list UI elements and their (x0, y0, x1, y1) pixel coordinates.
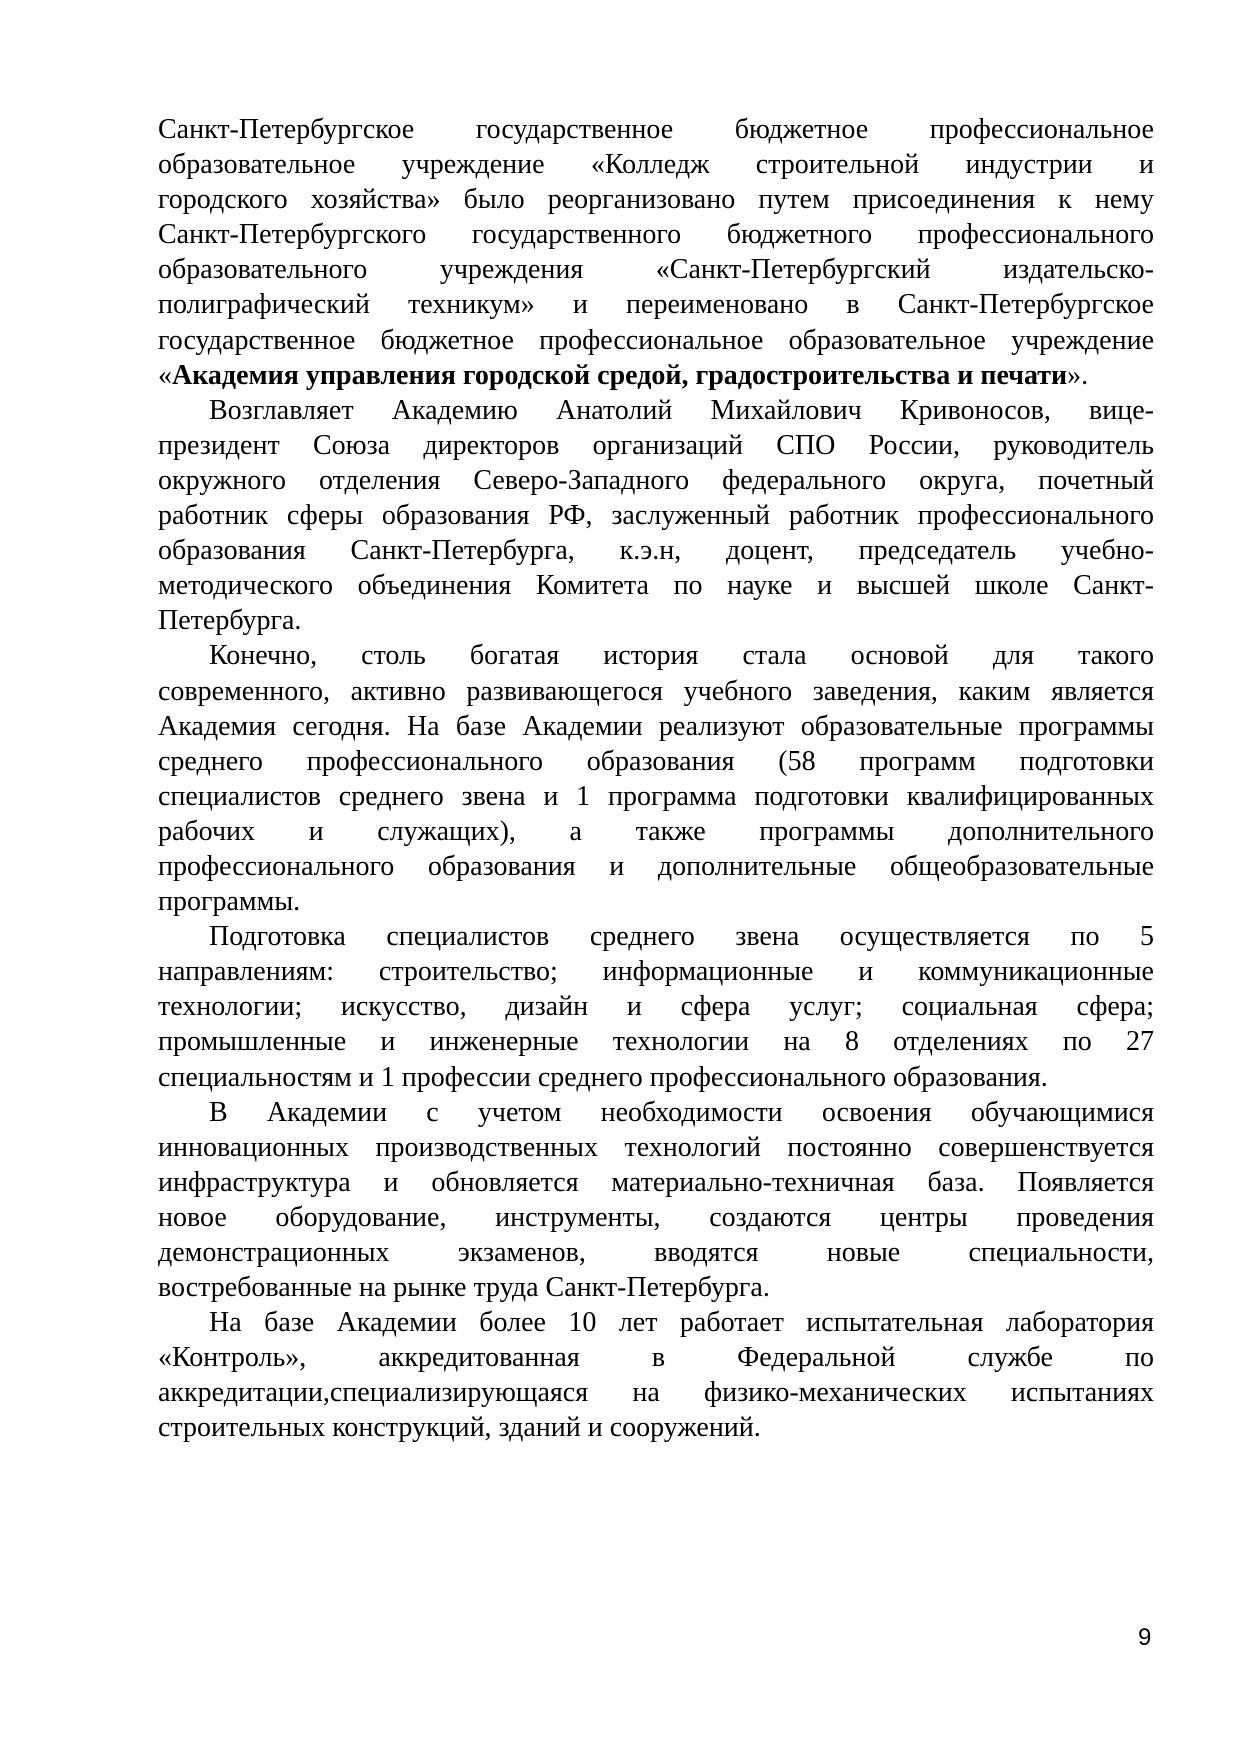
text-line (158, 1165, 1154, 1200)
text-run: востребованные на рынке труда Санкт-Петербурга. (158, 1272, 770, 1304)
text-line (158, 393, 1154, 428)
text-line (158, 603, 1154, 638)
text-run: окружного отделения Северо-Западного федерального округа, почетный (158, 464, 1154, 496)
text-run: инновационных производственных технологий постоянно совершенствуется (158, 1131, 1154, 1163)
text-run: образовательное учреждение «Колледж строительной индустрии и (158, 149, 1154, 181)
text-line (158, 358, 1154, 393)
text-run: методического объединения Комитета по науке и высшей школе Санкт- (158, 570, 1154, 602)
page-number: 9 (1138, 1624, 1152, 1651)
text-line (158, 147, 1154, 182)
text-line (158, 779, 1154, 814)
text-run: промышленные и инженерные технологии на 8 отделениях по 27 (158, 1026, 1154, 1058)
text-line (158, 709, 1154, 744)
text-line (158, 954, 1154, 989)
text-run: государственное бюджетное профессиональное образовательное учреждение (158, 324, 1154, 356)
text-run: В Академии с учетом необходимости освоения обучающимися (209, 1096, 1154, 1128)
text-run: современного, активно развивающегося учебного заведения, каким является (158, 675, 1154, 707)
text-run: работник сферы образования РФ, заслуженный работник профессионального (158, 500, 1154, 532)
text-run: полиграфический техникум» и переименовано в Санкт-Петербургское (158, 289, 1154, 321)
text-line (158, 1024, 1154, 1059)
text-run: образования Санкт-Петербурга, к.э.н, доцент, председатель учебно- (158, 535, 1154, 567)
text-run: направлениям: строительство; информационные и коммуникационные (158, 956, 1154, 988)
text-line (158, 744, 1154, 779)
text-run: Санкт-Петербургского государственного бюджетного профессионального (158, 219, 1154, 251)
text-line (158, 533, 1154, 568)
text-run: технологии; искусство, дизайн и сфера услуг; социальная сфера; (158, 991, 1154, 1023)
text-line (158, 1130, 1154, 1165)
text-line (158, 1200, 1154, 1235)
text-line (158, 884, 1154, 919)
text-run: ». (1067, 359, 1089, 391)
text-run: специалистов среднего звена и 1 программа подготовки квалифицированных (158, 780, 1154, 812)
text-line (158, 182, 1154, 217)
text-run: рабочих и служащих), а также программы дополнительного (158, 815, 1154, 847)
text-run: образовательного учреждения «Санкт-Петербургский издательско- (158, 254, 1154, 286)
text-run: Подготовка специалистов среднего звена осуществляется по 5 (209, 921, 1154, 953)
text-run: инфраструктура и обновляется материально-техничная база. Появляется (158, 1166, 1154, 1198)
text-line (158, 674, 1154, 709)
text-run: Конечно, столь богатая история стала основой для такого (209, 640, 1154, 672)
text-run: программы. (158, 886, 301, 918)
text-line (158, 1235, 1154, 1270)
text-line (158, 1340, 1154, 1375)
text-line (158, 1305, 1154, 1340)
text-line (158, 217, 1154, 252)
text-run: строительных конструкций, зданий и сооружений. (158, 1412, 761, 1444)
text-line (158, 919, 1154, 954)
text-run: президент Союза директоров организаций СПО России, руководитель (158, 429, 1154, 461)
text-line (158, 463, 1154, 498)
bold-text-run: Академия управления городской средой, градостроительства и печати (172, 359, 1068, 391)
text-run: Петербурга. (158, 605, 302, 637)
text-run: Академия сегодня. На базе Академии реализуют образовательные программы (158, 710, 1154, 742)
text-line (158, 1270, 1154, 1305)
text-run: аккредитации,специализирующаяся на физико-механических испытаниях (158, 1377, 1154, 1409)
text-line (158, 428, 1154, 463)
text-run: На базе Академии более 10 лет работает испытательная лаборатория (209, 1307, 1154, 1339)
text-line (158, 1375, 1154, 1410)
text-line (158, 638, 1154, 673)
text-line (158, 1095, 1154, 1130)
text-line (158, 568, 1154, 603)
text-line (158, 323, 1154, 358)
text-line (158, 849, 1154, 884)
text-block (158, 112, 1154, 1446)
text-run: « (158, 359, 172, 391)
text-run: Возглавляет Академию Анатолий Михайлович Кривоносов, вице- (209, 394, 1154, 426)
text-run: демонстрационных экзаменов, вводятся новые специальности, (158, 1237, 1154, 1268)
text-run: «Контроль», аккредитованная в Федеральной службе по (158, 1342, 1154, 1374)
text-line (158, 252, 1154, 287)
text-run: городского хозяйства» было реорганизовано путем присоединения к нему (158, 184, 1154, 216)
text-line (158, 498, 1154, 533)
text-run: Санкт-Петербургское государственное бюджетное профессиональное (158, 114, 1154, 145)
text-run: среднего профессионального образования (58 программ подготовки (158, 745, 1154, 777)
text-line (158, 1410, 1154, 1445)
text-run: профессионального образования и дополнительные общеобразовательные (158, 850, 1154, 882)
text-run: новое оборудование, инструменты, создаются центры проведения (158, 1201, 1154, 1233)
text-line (158, 989, 1154, 1024)
text-line (158, 287, 1154, 322)
text-line (158, 814, 1154, 849)
text-line (158, 1060, 1154, 1095)
text-line (158, 112, 1154, 147)
text-run: специальностям и 1 профессии среднего профессионального образования. (158, 1061, 1048, 1093)
